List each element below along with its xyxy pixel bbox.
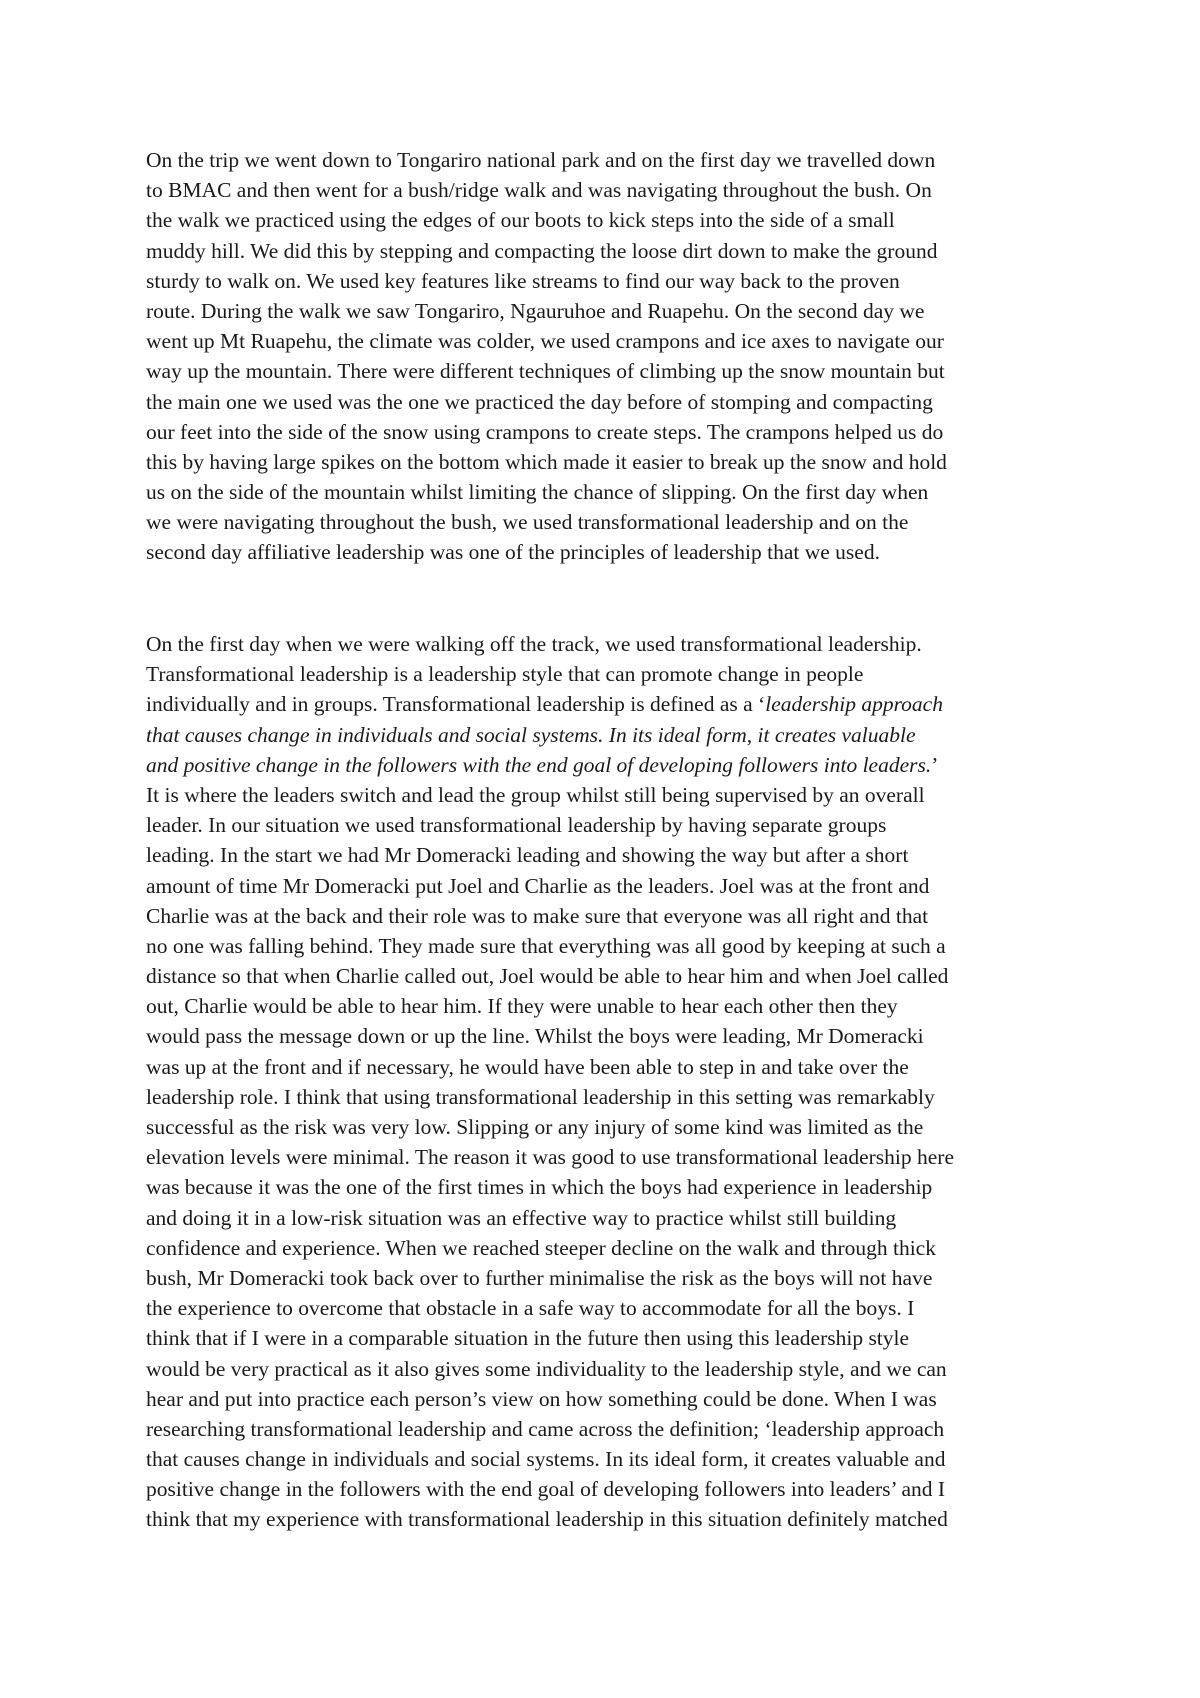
paragraph-trip-overview xyxy=(146,145,1068,568)
text-segment: ’ xyxy=(931,752,939,777)
text-line: went up Mt Ruapehu, the climate was colder, we used crampons and ice axes to navigate our xyxy=(146,329,944,354)
text-line: On the first day when we were walking off the track, we used transformational leadership. xyxy=(146,632,922,656)
text-line: was up at the front and if necessary, he would have been able to step in and take over the xyxy=(146,1054,909,1079)
text-line: think that if I were in a comparable situation in the future then using this leadership style xyxy=(146,1326,910,1351)
definition-quote-italic: and positive change in the followers with the end goal of developing followers into leaders. xyxy=(146,752,932,777)
text-line: us on the side of the mountain whilst limiting the chance of slipping. On the first day when xyxy=(146,480,929,505)
text-line: way up the mountain. There were different techniques of climbing up the snow mountain but xyxy=(146,359,945,384)
text-line: Transformational leadership is a leadership style that can promote change in people xyxy=(146,662,864,687)
definition-quote-italic: leadership approach xyxy=(765,692,943,717)
text-line: think that my experience with transformational leadership in this situation definitely matched xyxy=(146,1507,948,1532)
text-line: researching transformational leadership and came across the definition; ‘leadership approach xyxy=(146,1416,945,1441)
text-line: out, Charlie would be able to hear him. If they were unable to hear each other then they xyxy=(146,994,898,1019)
text-line: hear and put into practice each person’s view on how something could be done. When I was xyxy=(146,1386,937,1411)
text-line: route. During the walk we saw Tongariro, Ngauruhoe and Ruapehu. On the second day we xyxy=(146,298,925,323)
text-line: would pass the message down or up the line. Whilst the boys were leading, Mr Domeracki xyxy=(146,1024,924,1049)
text-line: bush, Mr Domeracki took back over to further minimalise the risk as the boys will not have xyxy=(146,1265,933,1290)
text-line: leading. In the start we had Mr Domeracki leading and showing the way but after a short xyxy=(146,843,909,868)
text-line xyxy=(146,750,1068,780)
text-segment: individually and in groups. Transformational leadership is defined as a ‘ xyxy=(146,692,766,717)
text-line: to BMAC and then went for a bush/ridge walk and was navigating throughout the bush. On xyxy=(146,178,932,203)
text-line: we were navigating throughout the bush, we used transformational leadership and on the xyxy=(146,510,909,535)
text-line: second day affiliative leadership was one of the principles of leadership that we used. xyxy=(146,540,880,565)
text-line xyxy=(146,720,1068,750)
text-line: and doing it in a low-risk situation was an effective way to practice whilst still building xyxy=(146,1205,897,1230)
text-line: muddy hill. We did this by stepping and compacting the loose dirt down to make the ground xyxy=(146,238,938,263)
text-line: that causes change in individuals and social systems. In its ideal form, it creates valuable and xyxy=(146,1447,946,1472)
text-line: was because it was the one of the first times in which the boys had experience in leadership xyxy=(146,1175,933,1200)
text-line: the experience to overcome that obstacle in a safe way to accommodate for all the boys. I xyxy=(146,1296,915,1321)
text-line: the walk we practiced using the edges of our boots to kick steps into the side of a small xyxy=(146,208,895,233)
text-line: no one was falling behind. They made sure that everything was all good by keeping at such a xyxy=(146,933,946,958)
text-line: successful as the risk was very low. Slipping or any injury of some kind was limited as the xyxy=(146,1115,924,1139)
text-line: confidence and experience. When we reached steeper decline on the walk and through thick xyxy=(146,1235,936,1260)
text-line: the main one we used was the one we practiced the day before of stomping and compacting xyxy=(146,389,933,414)
text-line: would be very practical as it also gives some individuality to the leadership style, and we can xyxy=(146,1356,947,1381)
text-line: amount of time Mr Domeracki put Joel and Charlie as the leaders. Joel was at the front and xyxy=(146,873,930,898)
text-line xyxy=(146,689,1068,719)
text-line: this by having large spikes on the bottom which made it easier to break up the snow and hold xyxy=(146,449,947,474)
text-line: positive change in the followers with the end goal of developing followers into leaders’ and I xyxy=(146,1477,946,1502)
text-line: elevation levels were minimal. The reason it was good to use transformational leadership here xyxy=(146,1145,954,1170)
paragraph-transformational-leadership xyxy=(146,629,1068,1535)
text-line: Charlie was at the back and their role was to make sure that everyone was all right and that xyxy=(146,903,929,928)
text-line: leadership role. I think that using transformational leadership in this setting was remarkably xyxy=(146,1084,935,1109)
text-line: our feet into the side of the snow using crampons to create steps. The crampons helped us do xyxy=(146,419,944,444)
text-line: On the trip we went down to Tongariro national park and on the first day we travelled down xyxy=(146,148,936,172)
text-line: sturdy to walk on. We used key features like streams to find our way back to the proven xyxy=(146,268,900,293)
definition-quote-italic: that causes change in individuals and social systems. In its ideal form, it creates valuable xyxy=(146,722,916,747)
text-line: distance so that when Charlie called out, Joel would be able to hear him and when Joel called xyxy=(146,964,949,989)
text-line: leader. In our situation we used transformational leadership by having separate groups xyxy=(146,813,887,838)
text-line: It is where the leaders switch and lead the group whilst still being supervised by an overall xyxy=(146,782,925,807)
